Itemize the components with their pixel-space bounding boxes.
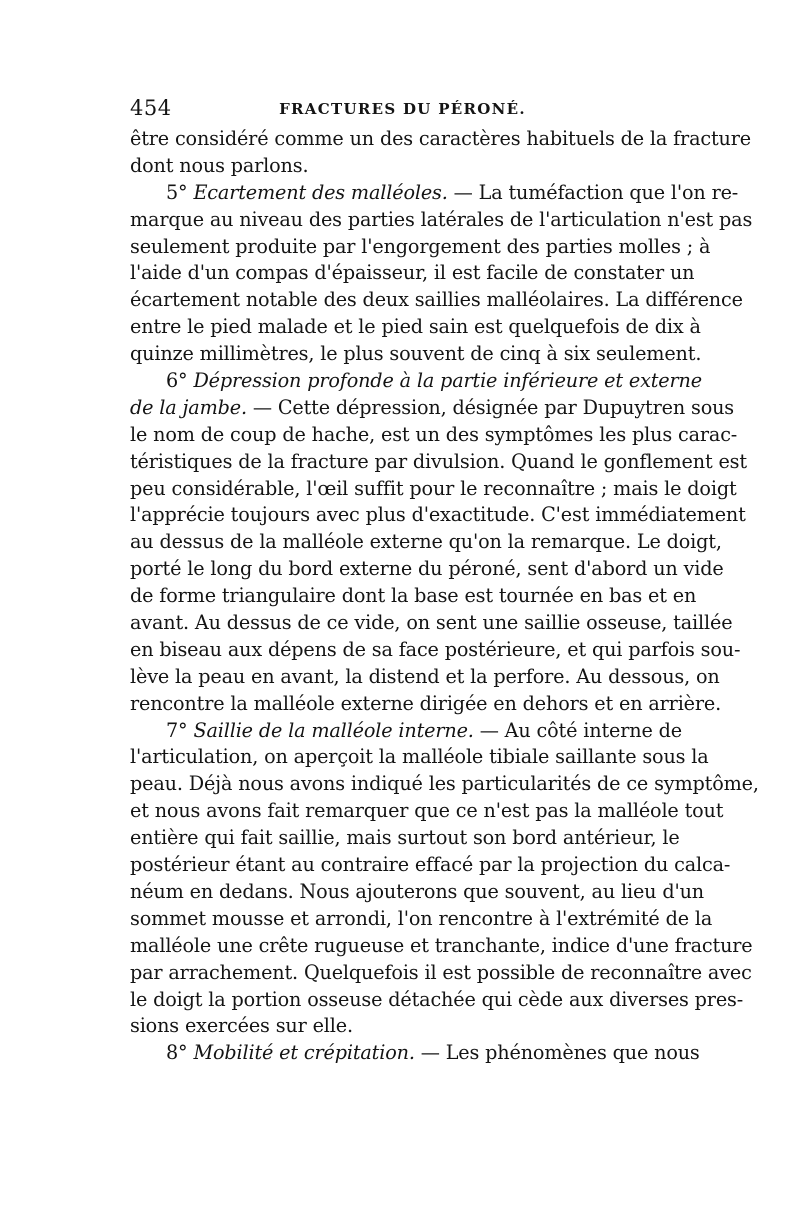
text-line — [130, 207, 753, 234]
section-heading-line — [130, 1040, 700, 1067]
text-run: l'aide d'un compas d'épaisseur, il est facile de constater un — [130, 261, 695, 285]
text-run: dont nous parlons. — [130, 153, 309, 177]
text-run: — Au côté interne de — [473, 718, 682, 742]
text-line — [130, 1013, 675, 1040]
text-line — [130, 933, 753, 960]
text-run: seulement produite par l'engorgement des parties molles ; à — [130, 234, 711, 258]
text-run: le nom de coup de hache, est un des symptômes les plus carac- — [130, 422, 738, 446]
text-run: — Cette dépression, désignée par Dupuytren sous — [246, 395, 735, 419]
page-number: 454 — [130, 96, 172, 120]
text-run: téristiques de la fracture par divulsion. Quand le gonflement est — [130, 449, 747, 473]
text-line — [130, 341, 702, 368]
text-line — [130, 502, 746, 529]
section-heading-line — [130, 718, 682, 745]
text-run: 7° — [166, 718, 194, 742]
running-title: FRACTURES DU PÉRONÉ. — [279, 100, 526, 118]
text-run: l'articulation, on aperçoit la malléole tibiale saillante sous la — [130, 745, 709, 769]
text-line — [130, 556, 724, 583]
text-run: peu considérable, l'œil suffit pour le reconnaître ; mais le doigt — [130, 476, 737, 500]
text-run: — Les phénomènes que nous — [414, 1041, 700, 1065]
text-run: entre le pied malade et le pied sain est quelquefois de dix à — [130, 315, 701, 339]
body-text — [130, 126, 759, 1067]
text-run: 8° — [166, 1041, 194, 1065]
text-line — [130, 234, 711, 261]
text-line — [130, 691, 722, 718]
section-title: Ecartement des malléoles. — [193, 180, 448, 204]
page-header — [130, 96, 675, 126]
text-run: entière qui fait saillie, mais surtout son bord antérieur, le — [130, 826, 680, 850]
text-run: l'apprécie toujours avec plus d'exactitude. C'est immédiatement — [130, 503, 746, 527]
section-title: Mobilité et crépitation. — [193, 1041, 415, 1065]
section-title: Dépression profonde à la partie inférieure et externe — [193, 369, 702, 393]
section-title: de la jambe. — [130, 395, 247, 419]
text-line — [130, 422, 738, 449]
text-line — [130, 879, 704, 906]
text-line — [130, 744, 709, 771]
text-line — [130, 260, 695, 287]
text-run: sommet mousse et arrondi, l'on rencontre à l'extrémité de la — [130, 906, 713, 930]
text-run: le doigt la portion osseuse détachée qui cède aux diverses pres- — [130, 987, 744, 1011]
text-run: 5° — [166, 180, 194, 204]
text-line — [130, 476, 737, 503]
text-line — [130, 825, 680, 852]
text-run: — La tuméfaction que l'on re- — [447, 180, 739, 204]
text-line — [130, 637, 741, 664]
text-run: par arrachement. Quelquefois il est possible de reconnaître avec — [130, 960, 752, 984]
text-line — [130, 395, 735, 422]
section-heading-line — [130, 368, 702, 395]
text-run: et nous avons fait remarquer que ce n'est pas la malléole tout — [130, 799, 724, 823]
text-run: postérieur étant au contraire effacé par la projection du calca- — [130, 853, 731, 877]
text-line — [130, 153, 675, 180]
text-run: au dessus de la malléole externe qu'on la remarque. Le doigt, — [130, 530, 722, 554]
section-heading-line — [130, 180, 739, 207]
text-run: marque au niveau des parties latérales de l'articulation n'est pas — [130, 207, 753, 231]
text-run: de forme triangulaire dont la base est tournée en bas et en — [130, 584, 697, 608]
text-line — [130, 798, 724, 825]
text-run: rencontre la malléole externe dirigée en dehors et en arrière. — [130, 691, 722, 715]
text-run: néum en dedans. Nous ajouterons que souvent, au lieu d'un — [130, 879, 704, 903]
text-run: écartement notable des deux saillies malléolaires. La différence — [130, 288, 743, 312]
text-run: 6° — [166, 369, 194, 393]
text-line — [130, 529, 722, 556]
text-line — [130, 906, 713, 933]
text-run: porté le long du bord externe du péroné, sent d'abord un vide — [130, 557, 724, 581]
text-line — [130, 610, 733, 637]
section-title: Saillie de la malléole interne. — [193, 718, 474, 742]
text-line — [130, 664, 720, 691]
text-line — [130, 126, 751, 153]
text-line — [130, 771, 759, 798]
text-run: quinze millimètres, le plus souvent de cinq à six seulement. — [130, 342, 702, 366]
text-line — [130, 449, 747, 476]
text-line — [130, 960, 752, 987]
text-run: avant. Au dessus de ce vide, on sent une saillie osseuse, taillée — [130, 611, 733, 635]
text-run: malléole une crête rugueuse et tranchante, indice d'une fracture — [130, 933, 753, 957]
text-line — [130, 314, 701, 341]
text-run: peau. Déjà nous avons indiqué les particularités de ce symptôme, — [130, 772, 759, 796]
text-line — [130, 852, 731, 879]
text-run: en biseau aux dépens de sa face postérieure, et qui parfois sou- — [130, 637, 741, 661]
text-run: être considéré comme un des caractères habituels de la fracture — [130, 127, 751, 150]
text-line — [130, 583, 697, 610]
text-run: sions exercées sur elle. — [130, 1014, 353, 1038]
text-line — [130, 287, 743, 314]
text-run: lève la peau en avant, la distend et la perfore. Au dessous, on — [130, 664, 720, 688]
text-line — [130, 987, 744, 1014]
